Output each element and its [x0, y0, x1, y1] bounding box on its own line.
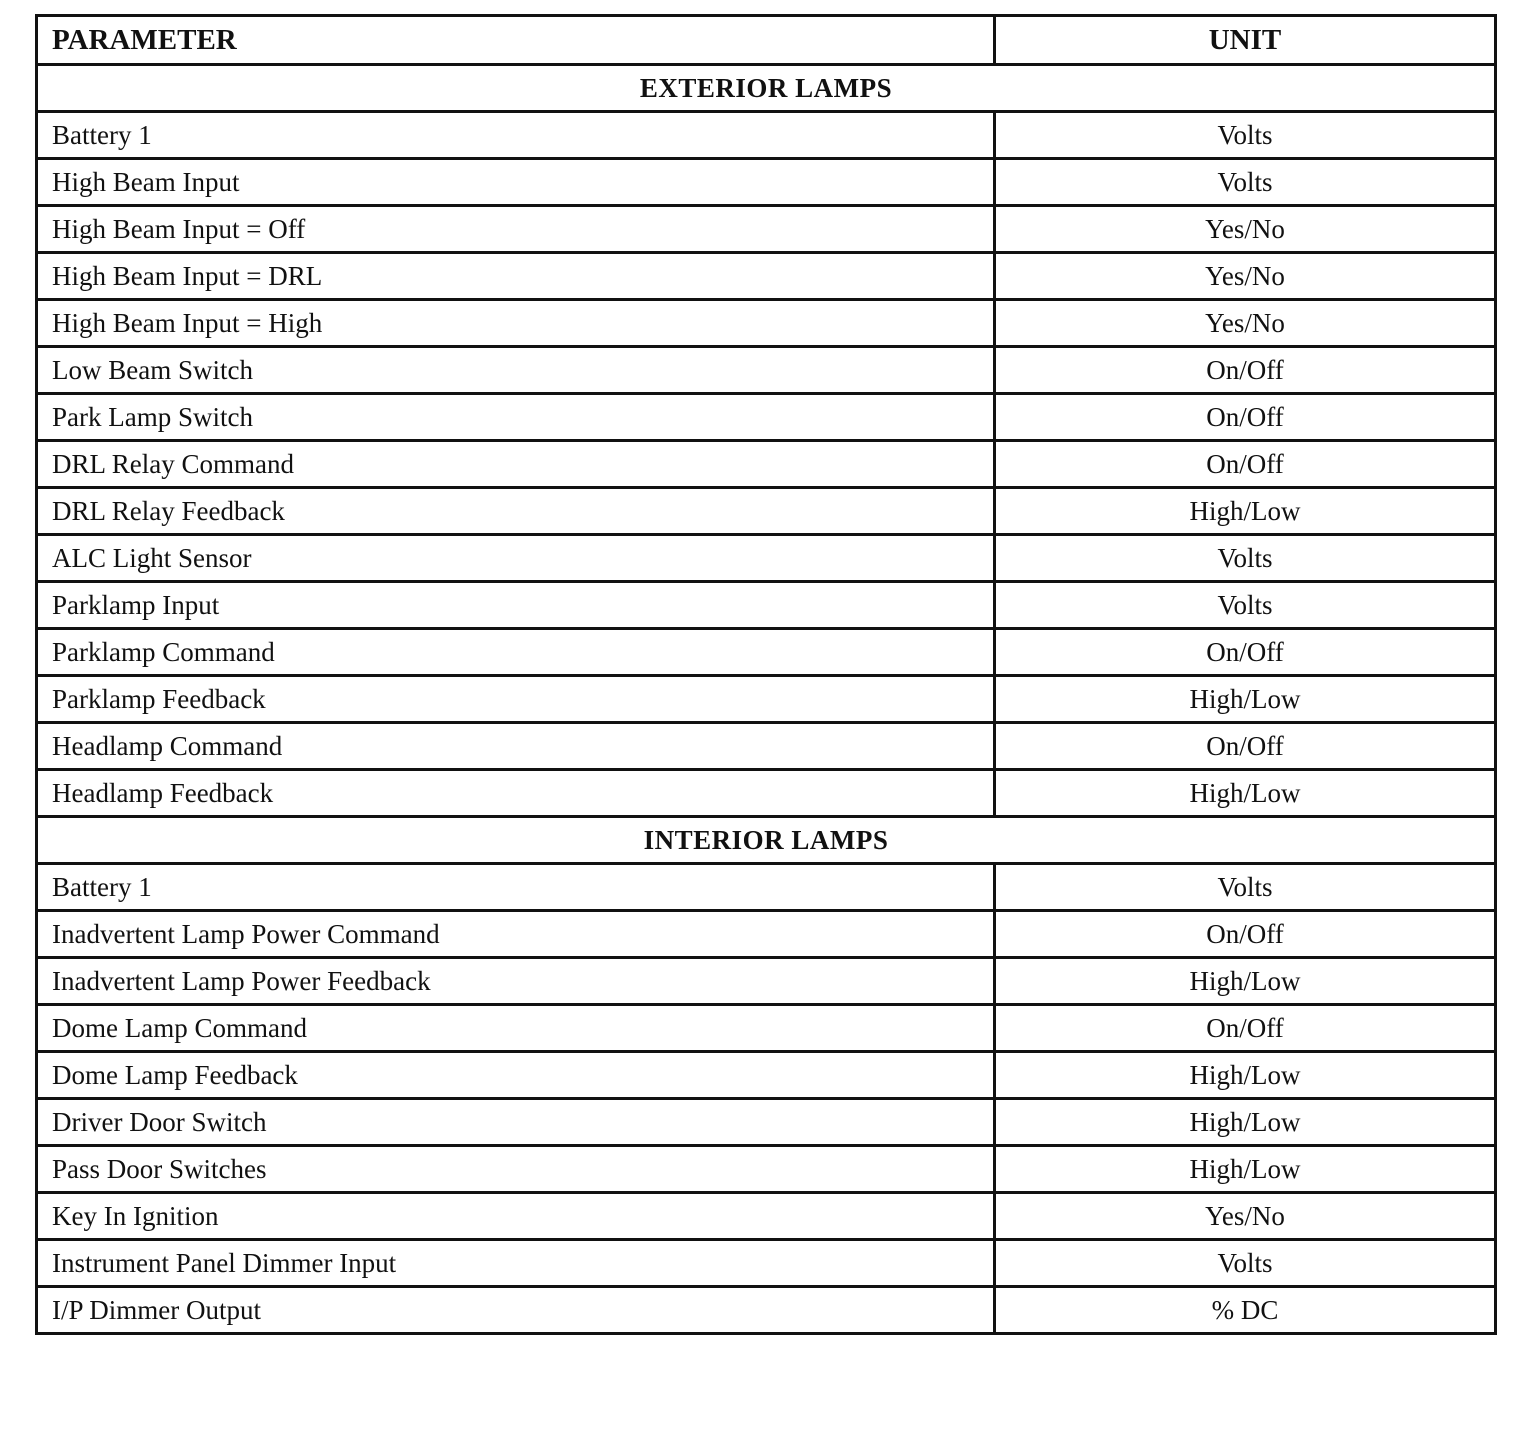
section-header-row [37, 65, 1496, 112]
unit-cell: Volts [995, 159, 1496, 206]
parameter-cell: I/P Dimmer Output [37, 1287, 995, 1334]
parameter-cell: Dome Lamp Feedback [37, 1052, 995, 1099]
section-header-row [37, 817, 1496, 864]
table-row [37, 535, 1496, 582]
parameter-cell: Headlamp Command [37, 723, 995, 770]
unit-cell: On/Off [995, 1005, 1496, 1052]
table-row [37, 253, 1496, 300]
table-row [37, 629, 1496, 676]
parameter-cell: ALC Light Sensor [37, 535, 995, 582]
parameter-cell: DRL Relay Command [37, 441, 995, 488]
unit-cell: % DC [995, 1287, 1496, 1334]
unit-cell: On/Off [995, 723, 1496, 770]
unit-cell: High/Low [995, 1146, 1496, 1193]
parameter-cell: Parklamp Input [37, 582, 995, 629]
parameter-cell: Inadvertent Lamp Power Feedback [37, 958, 995, 1005]
table-row [37, 911, 1496, 958]
table-row [37, 300, 1496, 347]
table-row [37, 723, 1496, 770]
table-row [37, 441, 1496, 488]
unit-column-header: UNIT [995, 16, 1496, 65]
parameter-cell: Battery 1 [37, 112, 995, 159]
parameter-cell: Parklamp Feedback [37, 676, 995, 723]
table-row [37, 582, 1496, 629]
table-row [37, 676, 1496, 723]
table-row [37, 394, 1496, 441]
table-header-row [37, 16, 1496, 65]
table-row [37, 1240, 1496, 1287]
parameter-cell: DRL Relay Feedback [37, 488, 995, 535]
table-row [37, 958, 1496, 1005]
unit-cell: High/Low [995, 1052, 1496, 1099]
unit-cell: Volts [995, 1240, 1496, 1287]
parameter-cell: Parklamp Command [37, 629, 995, 676]
table-row [37, 206, 1496, 253]
unit-cell: Yes/No [995, 1193, 1496, 1240]
parameter-cell: Pass Door Switches [37, 1146, 995, 1193]
unit-cell: High/Low [995, 488, 1496, 535]
unit-cell: High/Low [995, 958, 1496, 1005]
unit-cell: High/Low [995, 676, 1496, 723]
table-row [37, 1005, 1496, 1052]
parameter-cell: Park Lamp Switch [37, 394, 995, 441]
table-row [37, 1287, 1496, 1334]
parameter-cell: High Beam Input [37, 159, 995, 206]
table-row [37, 1052, 1496, 1099]
unit-cell: On/Off [995, 394, 1496, 441]
parameter-cell: High Beam Input = DRL [37, 253, 995, 300]
table-row [37, 770, 1496, 817]
parameter-cell: Headlamp Feedback [37, 770, 995, 817]
section-title: EXTERIOR LAMPS [37, 65, 1496, 112]
unit-cell: High/Low [995, 1099, 1496, 1146]
table-row [37, 347, 1496, 394]
unit-cell: Volts [995, 535, 1496, 582]
parameter-cell: Instrument Panel Dimmer Input [37, 1240, 995, 1287]
unit-cell: Volts [995, 864, 1496, 911]
parameter-column-header: PARAMETER [37, 16, 995, 65]
unit-cell: Volts [995, 112, 1496, 159]
parameter-cell: High Beam Input = Off [37, 206, 995, 253]
table-body [37, 16, 1496, 1334]
unit-cell: On/Off [995, 629, 1496, 676]
table-row [37, 1099, 1496, 1146]
parameter-cell: Driver Door Switch [37, 1099, 995, 1146]
table-row [37, 112, 1496, 159]
table-row [37, 488, 1496, 535]
table-row [37, 864, 1496, 911]
parameter-cell: Dome Lamp Command [37, 1005, 995, 1052]
parameter-table [35, 14, 1497, 1335]
parameter-cell: High Beam Input = High [37, 300, 995, 347]
unit-cell: On/Off [995, 347, 1496, 394]
table-row [37, 1146, 1496, 1193]
parameter-cell: Battery 1 [37, 864, 995, 911]
unit-cell: On/Off [995, 911, 1496, 958]
unit-cell: Yes/No [995, 300, 1496, 347]
parameter-cell: Key In Ignition [37, 1193, 995, 1240]
table-row [37, 159, 1496, 206]
table-row [37, 1193, 1496, 1240]
parameter-cell: Inadvertent Lamp Power Command [37, 911, 995, 958]
unit-cell: On/Off [995, 441, 1496, 488]
parameter-cell: Low Beam Switch [37, 347, 995, 394]
unit-cell: Yes/No [995, 253, 1496, 300]
unit-cell: Yes/No [995, 206, 1496, 253]
unit-cell: High/Low [995, 770, 1496, 817]
unit-cell: Volts [995, 582, 1496, 629]
section-title: INTERIOR LAMPS [37, 817, 1496, 864]
